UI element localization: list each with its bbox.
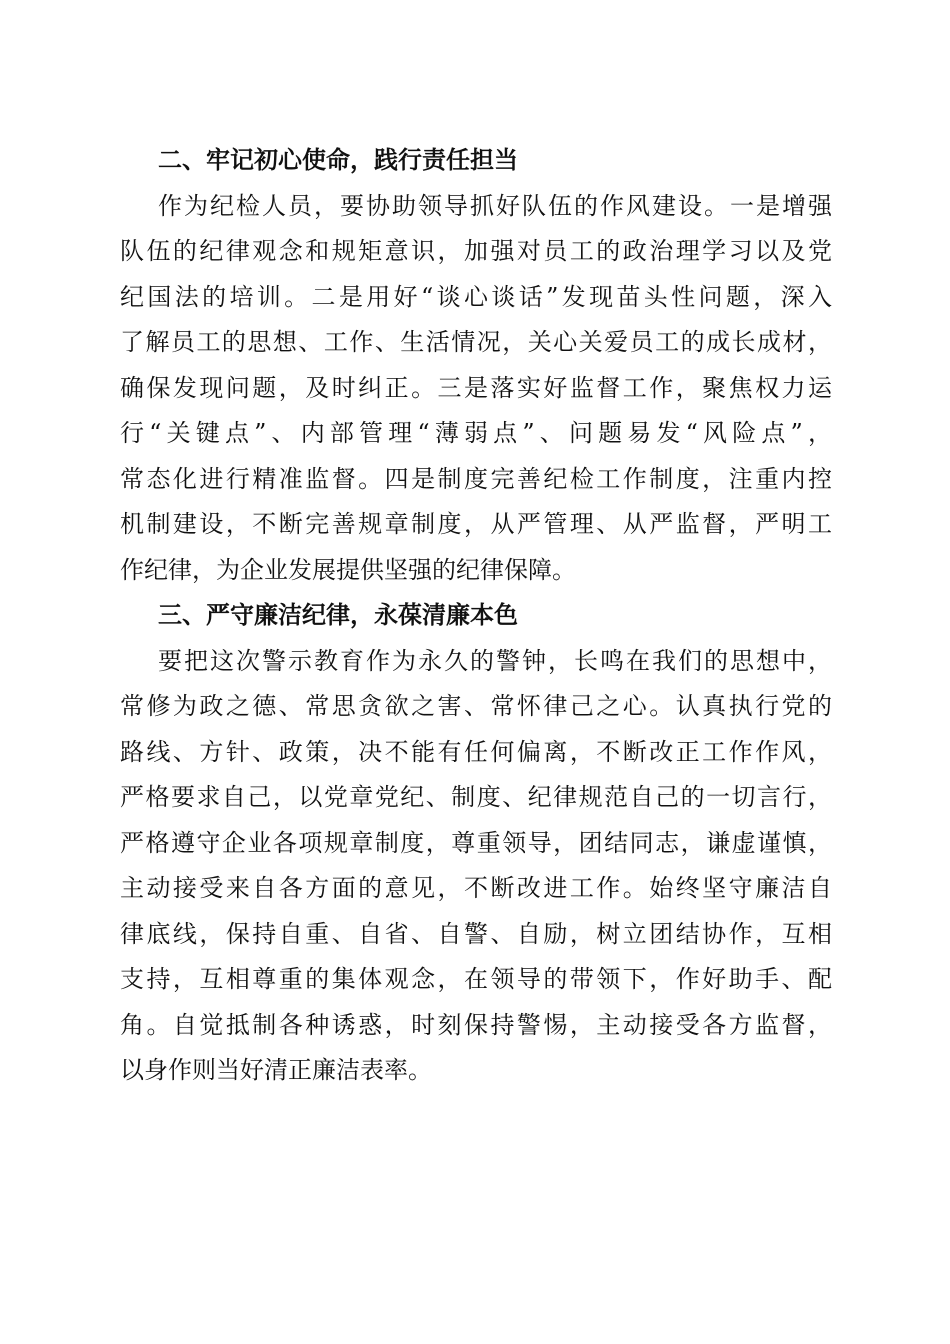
paragraph-line: 纪国法的培训。二是用好“谈心谈话”发现苗头性问题，深入 bbox=[120, 282, 832, 311]
section-3-heading: 三、严守廉洁纪律，永葆清廉本色 bbox=[158, 601, 518, 629]
paragraph-line: 角。自觉抵制各种诱惑，时刻保持警惕，主动接受各方监督， bbox=[120, 1010, 832, 1039]
paragraph-line: 以身作则当好清正廉洁表率。 bbox=[120, 1056, 432, 1084]
paragraph-line: 确保发现问题，及时纠正。三是落实好监督工作，聚焦权力运 bbox=[120, 373, 832, 402]
paragraph-line: 主动接受来自各方面的意见，不断改进工作。始终坚守廉洁自 bbox=[120, 874, 832, 902]
paragraph-line: 严格要求自己，以党章党纪、制度、纪律规范自己的一切言行， bbox=[120, 783, 832, 811]
paragraph-line: 支持，互相尊重的集体观念，在领导的带领下，作好助手、配 bbox=[120, 965, 832, 993]
paragraph-line: 常态化进行精准监督。四是制度完善纪检工作制度，注重内控 bbox=[120, 464, 832, 493]
paragraph-line: 要把这次警示教育作为永久的警钟，长鸣在我们的思想中， bbox=[158, 646, 832, 675]
paragraph-line: 作为纪检人员，要协助领导抓好队伍的作风建设。一是增强 bbox=[158, 191, 832, 220]
section-3-paragraph bbox=[120, 639, 832, 1094]
paragraph-line: 严格遵守企业各项规章制度，尊重领导，团结同志，谦虚谨慎， bbox=[120, 828, 832, 857]
paragraph-line: 作纪律，为企业发展提供坚强的纪律保障。 bbox=[120, 555, 576, 584]
document-body bbox=[120, 138, 832, 1094]
paragraph-line: 常修为政之德、常思贪欲之害、常怀律己之心。认真执行党的 bbox=[120, 692, 832, 720]
section-2-heading: 二、牢记初心使命，践行责任担当 bbox=[158, 146, 518, 174]
paragraph-line: 了解员工的思想、工作、生活情况，关心关爱员工的成长成材， bbox=[120, 328, 832, 356]
paragraph-line: 机制建设，不断完善规章制度，从严管理、从严监督，严明工 bbox=[120, 510, 832, 538]
paragraph-line: 队伍的纪律观念和规矩意识，加强对员工的政治理学习以及党 bbox=[120, 237, 832, 265]
paragraph-line: 行“关键点”、内部管理“薄弱点”、问题易发“风险点”， bbox=[120, 419, 832, 447]
paragraph-line: 律底线，保持自重、自省、自警、自励，树立团结协作，互相 bbox=[120, 919, 832, 948]
paragraph-line: 路线、方针、政策，决不能有任何偏离，不断改正工作作风， bbox=[120, 737, 832, 766]
section-2-paragraph bbox=[120, 184, 832, 594]
